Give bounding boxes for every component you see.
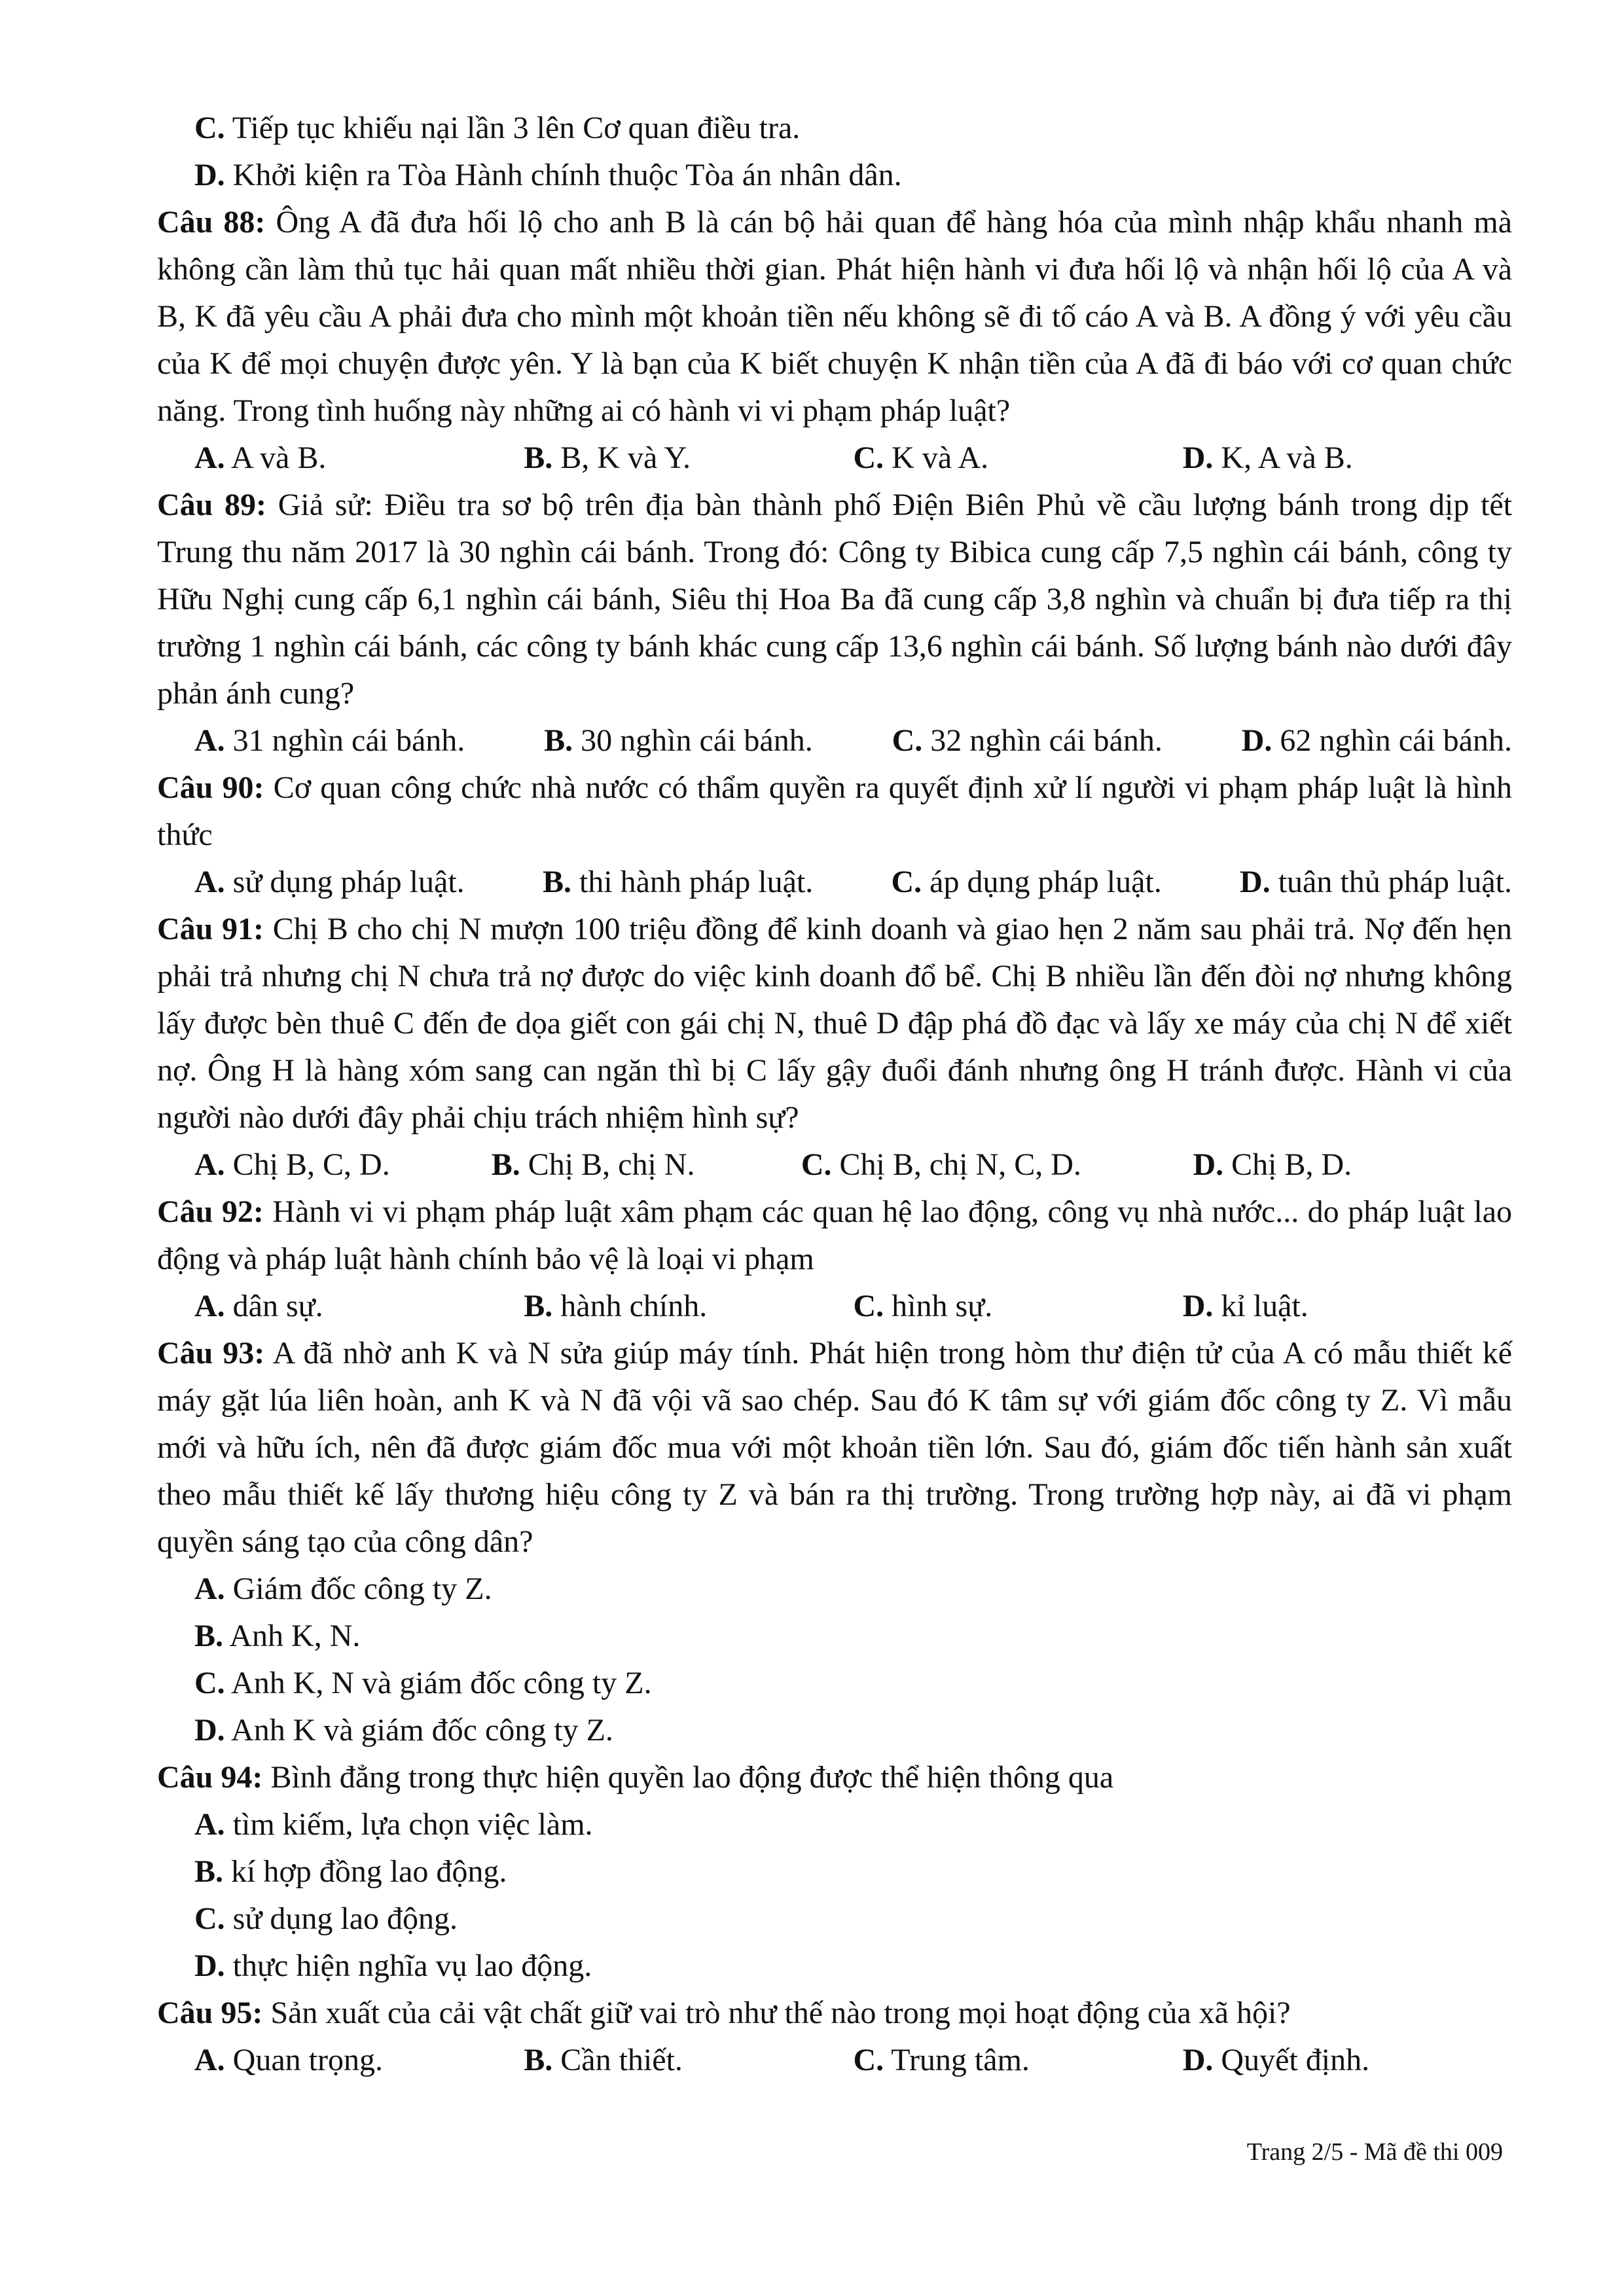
question-text: Sản xuất của cải vật chất giữ vai trò như thế nào trong mọi hoạt động của xã hội? xyxy=(262,1996,1291,2030)
option-b xyxy=(194,1613,856,1660)
question-text: A đã nhờ anh K và N sửa giúp máy tính. Phát hiện trong hòm thư điện tử của A có mẫu thiết kế máy gặt lúa liên hoàn, anh K và N đã vội vã sao chép. Sau đó K tâm sự với giám đốc công ty Z. Vì mẫu mới và hữu ích, nên đã được giám đốc mua với một khoản tiền lớn. Sau đó, giám đốc tiến hành sản xuất theo mẫu thiết kế lấy thương hiệu công ty Z và bán ra thị trường. Trong trường hợp này, ai đã vi phạm quyền sáng tạo của công dân? xyxy=(157,1336,1513,1559)
option-label: C. xyxy=(853,440,884,475)
option-c xyxy=(194,1895,856,1943)
option-text: thực hiện nghĩa vụ lao động. xyxy=(225,1948,592,1983)
option-b xyxy=(524,2037,853,2084)
question-text: Bình đẳng trong thực hiện quyền lao động được thể hiện thông qua xyxy=(262,1760,1114,1795)
option-a xyxy=(194,717,465,764)
carryover-option-d xyxy=(157,152,1512,199)
option-text: Quyết định. xyxy=(1213,2043,1370,2077)
question-94-options xyxy=(157,1801,1512,1990)
question-89-options xyxy=(157,717,1512,764)
option-b xyxy=(543,859,813,906)
exam-page xyxy=(157,105,1512,2084)
option-text: dân sự. xyxy=(225,1289,323,1323)
option-label: A. xyxy=(194,1147,225,1182)
option-text: 32 nghìn cái bánh. xyxy=(922,723,1163,758)
option-label: B. xyxy=(194,1619,224,1653)
option-label: D. xyxy=(1182,440,1214,475)
option-text: B, K và Y. xyxy=(552,440,691,475)
option-label: B. xyxy=(524,1289,553,1323)
option-a xyxy=(194,1566,856,1613)
option-text: Chị B, C, D. xyxy=(225,1147,390,1182)
option-text: sử dụng lao động. xyxy=(225,1901,458,1936)
option-label: C. xyxy=(892,723,923,758)
option-label: D. xyxy=(194,158,225,192)
option-text: 62 nghìn cái bánh. xyxy=(1272,723,1512,758)
option-a xyxy=(194,1283,524,1330)
question-label: Câu 94: xyxy=(157,1760,263,1795)
option-label: A. xyxy=(194,440,225,475)
option-text: áp dụng pháp luật. xyxy=(922,865,1162,899)
option-d xyxy=(1240,859,1512,906)
option-text: 31 nghìn cái bánh. xyxy=(225,723,465,758)
option-label: C. xyxy=(853,1289,884,1323)
option-d xyxy=(1183,1283,1512,1330)
option-text: Anh K và giám đốc công ty Z. xyxy=(225,1713,613,1748)
question-92-stem xyxy=(157,1189,1512,1283)
option-c xyxy=(892,717,1163,764)
option-c xyxy=(194,1660,856,1707)
option-b xyxy=(524,435,853,482)
option-label: A. xyxy=(194,1289,225,1323)
option-label: B. xyxy=(524,440,553,475)
question-text: Cơ quan công chức nhà nước có thẩm quyền ra quyết định xử lí người vi phạm pháp luật là hình thức xyxy=(157,770,1513,852)
question-88-stem xyxy=(157,199,1512,435)
question-94-stem xyxy=(157,1754,1512,1801)
option-label: D. xyxy=(194,1713,225,1748)
option-label: C. xyxy=(801,1147,832,1182)
option-c xyxy=(854,435,1183,482)
question-text: Giả sử: Điều tra sơ bộ trên địa bàn thành phố Điện Biên Phủ về cầu lượng bánh trong dịp tết Trung thu năm 2017 là 30 nghìn cái bánh. Trong đó: Công ty Bibica cung cấp 7,5 nghìn cái bánh, công ty Hữu Nghị cung cấp 6,1 nghìn cái bánh, Siêu thị Hoa Ba đã cung cấp 3,8 nghìn và chuẩn bị đưa tiếp ra thị trường 1 nghìn cái bánh, các công ty bánh khác cung cấp 13,6 nghìn cái bánh. Số lượng bánh nào dưới đây phản ánh cung? xyxy=(157,488,1513,711)
option-c xyxy=(854,1283,1183,1330)
option-text: Trung tâm. xyxy=(884,2043,1030,2077)
option-a xyxy=(194,435,524,482)
option-text: Chị B, D. xyxy=(1223,1147,1352,1182)
option-label: D. xyxy=(1241,723,1272,758)
option-label: B. xyxy=(542,865,571,899)
option-text: Tiếp tục khiếu nại lần 3 lên Cơ quan điều tra. xyxy=(225,111,801,145)
option-c xyxy=(892,859,1162,906)
option-d xyxy=(1183,2037,1512,2084)
option-label: D. xyxy=(1182,2043,1214,2077)
option-text: Quan trọng. xyxy=(225,2043,383,2077)
option-c xyxy=(854,2037,1183,2084)
option-text: Chị B, chị N, C, D. xyxy=(831,1147,1081,1182)
question-93-options xyxy=(157,1566,1512,1754)
option-label: B. xyxy=(544,723,573,758)
question-92-options xyxy=(157,1283,1512,1330)
option-text: K, A và B. xyxy=(1213,440,1353,475)
option-label: C. xyxy=(853,2043,884,2077)
question-88-options xyxy=(157,435,1512,482)
option-text: Khởi kiện ra Tòa Hành chính thuộc Tòa án nhân dân. xyxy=(225,158,902,192)
option-label: D. xyxy=(1182,1289,1214,1323)
option-label: C. xyxy=(891,865,922,899)
question-91-stem xyxy=(157,906,1512,1141)
option-text: Anh K, N và giám đốc công ty Z. xyxy=(225,1666,652,1700)
option-text: Chị B, chị N. xyxy=(520,1147,695,1182)
option-d xyxy=(1242,717,1512,764)
question-label: Câu 89: xyxy=(157,488,267,522)
option-label: C. xyxy=(194,111,225,145)
option-label: B. xyxy=(194,1854,224,1889)
option-b xyxy=(194,1848,856,1895)
question-90-stem xyxy=(157,764,1512,859)
option-label: B. xyxy=(491,1147,520,1182)
question-93-stem xyxy=(157,1330,1512,1566)
question-label: Câu 95: xyxy=(157,1996,263,2030)
option-b xyxy=(544,717,813,764)
question-label: Câu 91: xyxy=(157,912,264,946)
option-a xyxy=(194,859,465,906)
option-label: D. xyxy=(1193,1147,1224,1182)
option-text: sử dụng pháp luật. xyxy=(225,865,465,899)
option-text: hình sự. xyxy=(884,1289,993,1323)
option-text: K và A. xyxy=(884,440,989,475)
option-label: A. xyxy=(194,865,225,899)
option-label: A. xyxy=(194,2043,225,2077)
question-89-stem xyxy=(157,482,1512,717)
question-91-options xyxy=(157,1141,1512,1189)
carryover-option-c xyxy=(157,105,1512,152)
option-label: D. xyxy=(194,1948,225,1983)
option-text: tìm kiếm, lựa chọn việc làm. xyxy=(225,1807,593,1842)
option-text: tuân thủ pháp luật. xyxy=(1270,865,1512,899)
question-text: Hành vi vi phạm pháp luật xâm phạm các quan hệ lao động, công vụ nhà nước... do pháp luật lao động và pháp luật hành chính bảo vệ là loại vi phạm xyxy=(157,1194,1513,1276)
option-c xyxy=(801,1141,1193,1189)
question-label: Câu 92: xyxy=(157,1194,264,1229)
option-label: A. xyxy=(194,1807,225,1842)
option-d xyxy=(194,1943,856,1990)
question-text: Chị B cho chị N mượn 100 triệu đồng để kinh doanh và giao hẹn 2 năm sau phải trả. Nợ đến hẹn phải trả nhưng chị N chưa trả nợ được do việc kinh doanh đổ bể. Chị B nhiều lần đến đòi nợ nhưng không lấy được bèn thuê C đến đe dọa giết con gái chị N, thuê D đập phá đồ đạc và lấy xe máy của chị N để xiết nợ. Ông H là hàng xóm sang can ngăn thì bị C lấy gậy đuổi đánh nhưng ông H tránh được. Hành vi của người nào dưới đây phải chịu trách nhiệm hình sự? xyxy=(157,912,1513,1135)
question-label: Câu 88: xyxy=(157,205,266,240)
question-95-options xyxy=(157,2037,1512,2084)
option-text: A và B. xyxy=(225,440,327,475)
option-label: D. xyxy=(1240,865,1271,899)
option-text: hành chính. xyxy=(552,1289,708,1323)
option-d xyxy=(1183,435,1512,482)
question-90-options xyxy=(157,859,1512,906)
option-a xyxy=(194,1801,856,1848)
option-d xyxy=(1193,1141,1512,1189)
option-text: 30 nghìn cái bánh. xyxy=(573,723,813,758)
question-95-stem xyxy=(157,1990,1512,2037)
page-footer: Trang 2/5 - Mã đề thi 009 xyxy=(1246,2138,1503,2166)
option-label: B. xyxy=(524,2043,553,2077)
option-text: kí hợp đồng lao động. xyxy=(223,1854,507,1889)
option-d xyxy=(194,1707,856,1754)
option-label: A. xyxy=(194,1571,225,1606)
question-label: Câu 93: xyxy=(157,1336,265,1371)
option-text: Giám đốc công ty Z. xyxy=(225,1571,492,1606)
option-text: Cần thiết. xyxy=(552,2043,683,2077)
option-b xyxy=(524,1283,853,1330)
option-a xyxy=(194,1141,492,1189)
option-label: C. xyxy=(194,1901,225,1936)
option-text: thi hành pháp luật. xyxy=(571,865,814,899)
option-b xyxy=(492,1141,801,1189)
option-label: A. xyxy=(194,723,225,758)
option-a xyxy=(194,2037,524,2084)
option-label: C. xyxy=(194,1666,225,1700)
option-text: Anh K, N. xyxy=(223,1619,361,1653)
question-label: Câu 90: xyxy=(157,770,264,805)
question-text: Ông A đã đưa hối lộ cho anh B là cán bộ hải quan để hàng hóa của mình nhập khẩu nhanh mà không cần làm thủ tục hải quan mất nhiều thời gian. Phát hiện hành vi đưa hối lộ và nhận hối lộ của A và B, K đã yêu cầu A phải đưa cho mình một khoản tiền nếu không sẽ đi tố cáo A và B. A đồng ý với yêu cầu của K để mọi chuyện được yên. Y là bạn của K biết chuyện K nhận tiền của A đã đi báo với cơ quan chức năng. Trong tình huống này những ai có hành vi vi phạm pháp luật? xyxy=(157,205,1512,428)
option-text: kỉ luật. xyxy=(1213,1289,1308,1323)
